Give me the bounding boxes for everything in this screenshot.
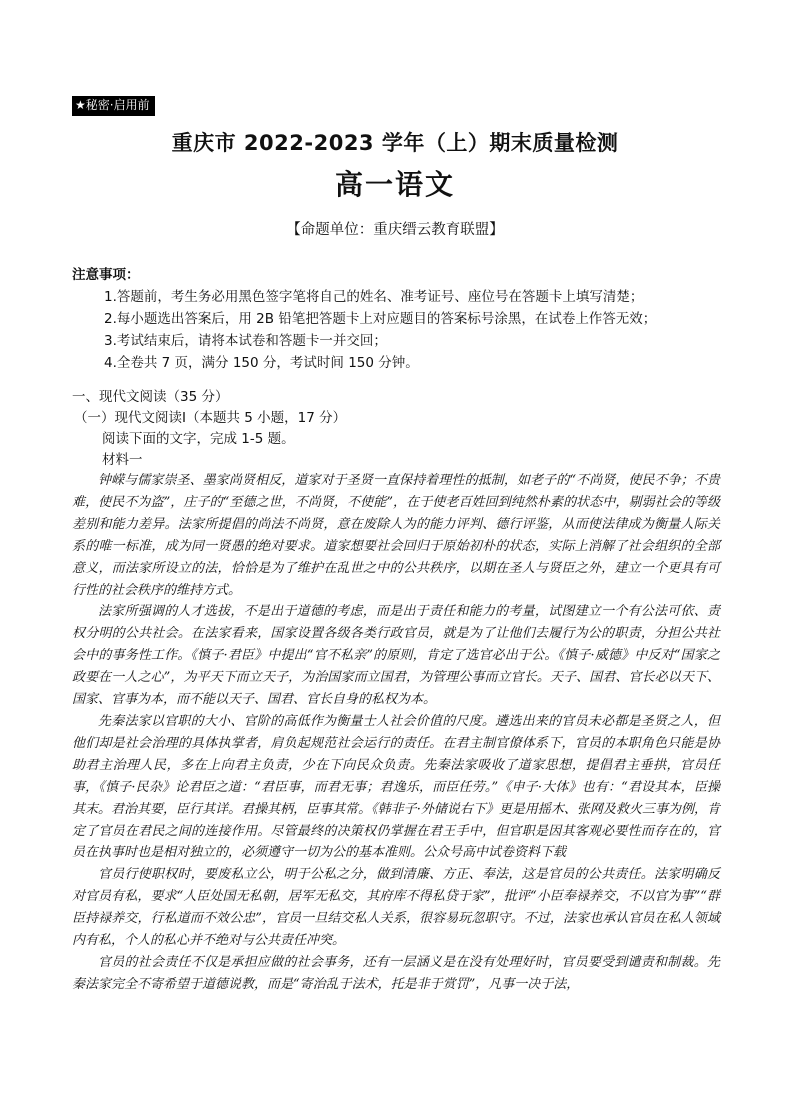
section-subpart-heading: （一）现代文阅读Ⅰ（本题共 5 小题，17 分） (74, 410, 347, 426)
section-part-heading: 一、现代文阅读（35 分） (72, 389, 229, 405)
passage-paragraph: 法家所强调的人才选拔，不是出于道德的考虑，而是出于责任和能力的考量，试图建立一个有公法可依、责权分明的公共社会。在法家看来，国家设置各级各类行政官员，就是为了让他们去履行为公的职责，分担公共社会中的事务性工作。《慎子·君臣》中提出“官不私亲”的原则，肯定了选官必出于公。《慎子·威德》中反对“国家之政要在一人之心”，为平天下而立天子，为治国家而立国君，为管理公事而立官长。天子、国君、官长必以天下、国家、官事为本，而不能以天子、国君、官长自身的私权为本。 (72, 604, 720, 708)
passage-paragraph: 官员的社会责任不仅是承担应做的社会事务，还有一层涵义是在没有处理好时，官员要受到谴责和制裁。先秦法家完全不寄希望于道德说教，而是“寄治乱于法术，托是非于赏罚”，凡事一决于法， (72, 954, 720, 992)
notice-item: 4.全卷共 7 页，满分 150 分，考试时间 150 分钟。 (104, 355, 419, 371)
issuing-unit: 【命题单位：重庆缙云教育联盟】 (286, 222, 504, 238)
confidential-badge: ★秘密·启用前 (72, 96, 155, 116)
exam-title: 重庆市 2022-2023 学年（上）期末质量检测 (171, 131, 619, 155)
material-label: 材料一 (102, 452, 143, 468)
passage-body (72, 470, 720, 996)
passage-paragraph: 钟嵘与儒家崇圣、墨家尚贤相反，道家对于圣贤一直保持着理性的抵制，如老子的“不尚贤，使民不争；不贵难，使民不为盗”，庄子的“至德之世，不尚贤，不使能”，在于使老百姓回到纯然朴素的状态中，剔弱社会的等级差别和能力差异。法家所提倡的尚法不尚贤，意在废除人为的能力评判、德行评鉴，从而使法律成为衡量人际关系的唯一标准，成为同一贤愚的绝对要求。道家想要社会回归于原始初朴的状态，实际上消解了社会组织的全部意义，而法家所设立的法，恰恰是为了维护在乱世之中的公共秩序，以期在圣人与贤臣之外，建立一个更具有可行性的社会秩序的维持方式。 (72, 473, 720, 598)
passage-paragraph: 官员行使职权时，要废私立公，明于公私之分，做到清廉、方正、奉法，这是官员的公共责任。法家明确反对官员有私，要求“人臣处国无私朝，居军无私交，其府库不得私贷于家”，批评“小臣奉禄养交，不以官为事”“群臣持禄养交，行私道而不效公忠”，官员一旦结交私人关系，很容易玩忽职守。不过，法家也承认官员在私人领域内有私，个人的私心并不绝对与公共责任冲突。 (72, 867, 720, 949)
notice-item: 2.每小题选出答案后，用 2B 铅笔把答题卡上对应题目的答案标号涂黑，在试卷上作答无效； (104, 311, 657, 327)
exam-subject: 高一语文 (334, 168, 455, 201)
passage-paragraph: 先秦法家以官职的大小、官阶的高低作为衡量士人社会价值的尺度。遴选出来的官员未必都是圣贤之人，但他们却是社会治理的具体执掌者，肩负起规范社会运行的责任。在君主制官僚体系下，官员的本职角色只能是协助君主治理人民，多在上向君主负责，少在下向民众负责。先秦法家吸收了道家思想，提倡君主垂拱，官员任事，《慎子·民杂》论君臣之道：“君臣事，而君无事；君逸乐，而臣任劳。”《申子·大体》也有：“君设其本，臣操其末。君治其要，臣行其详。君操其柄，臣事其常。《韩非子·外储说右下》更是用摇木、张网及救火三事为例，肯定了官员在君民之间的连接作用。尽管最终的决策权仍掌握在君王手中，但官职是因其客观必要性而存在的，官员在执事时也是相对独立的，必须遵守一切为公的基本准则。公众号高中试卷资料下载 (72, 713, 720, 861)
notice-item: 3.考试结束后，请将本试卷和答题卡一并交回； (104, 333, 387, 349)
reading-instruction: 阅读下面的文字，完成 1-5 题。 (102, 431, 295, 447)
notice-section (72, 264, 732, 374)
notice-heading: 注意事项： (72, 267, 140, 283)
notice-item: 1.答题前，考生务必用黑色签字笔将自己的姓名、准考证号、座位号在答题卡上填写清楚； (104, 289, 644, 305)
